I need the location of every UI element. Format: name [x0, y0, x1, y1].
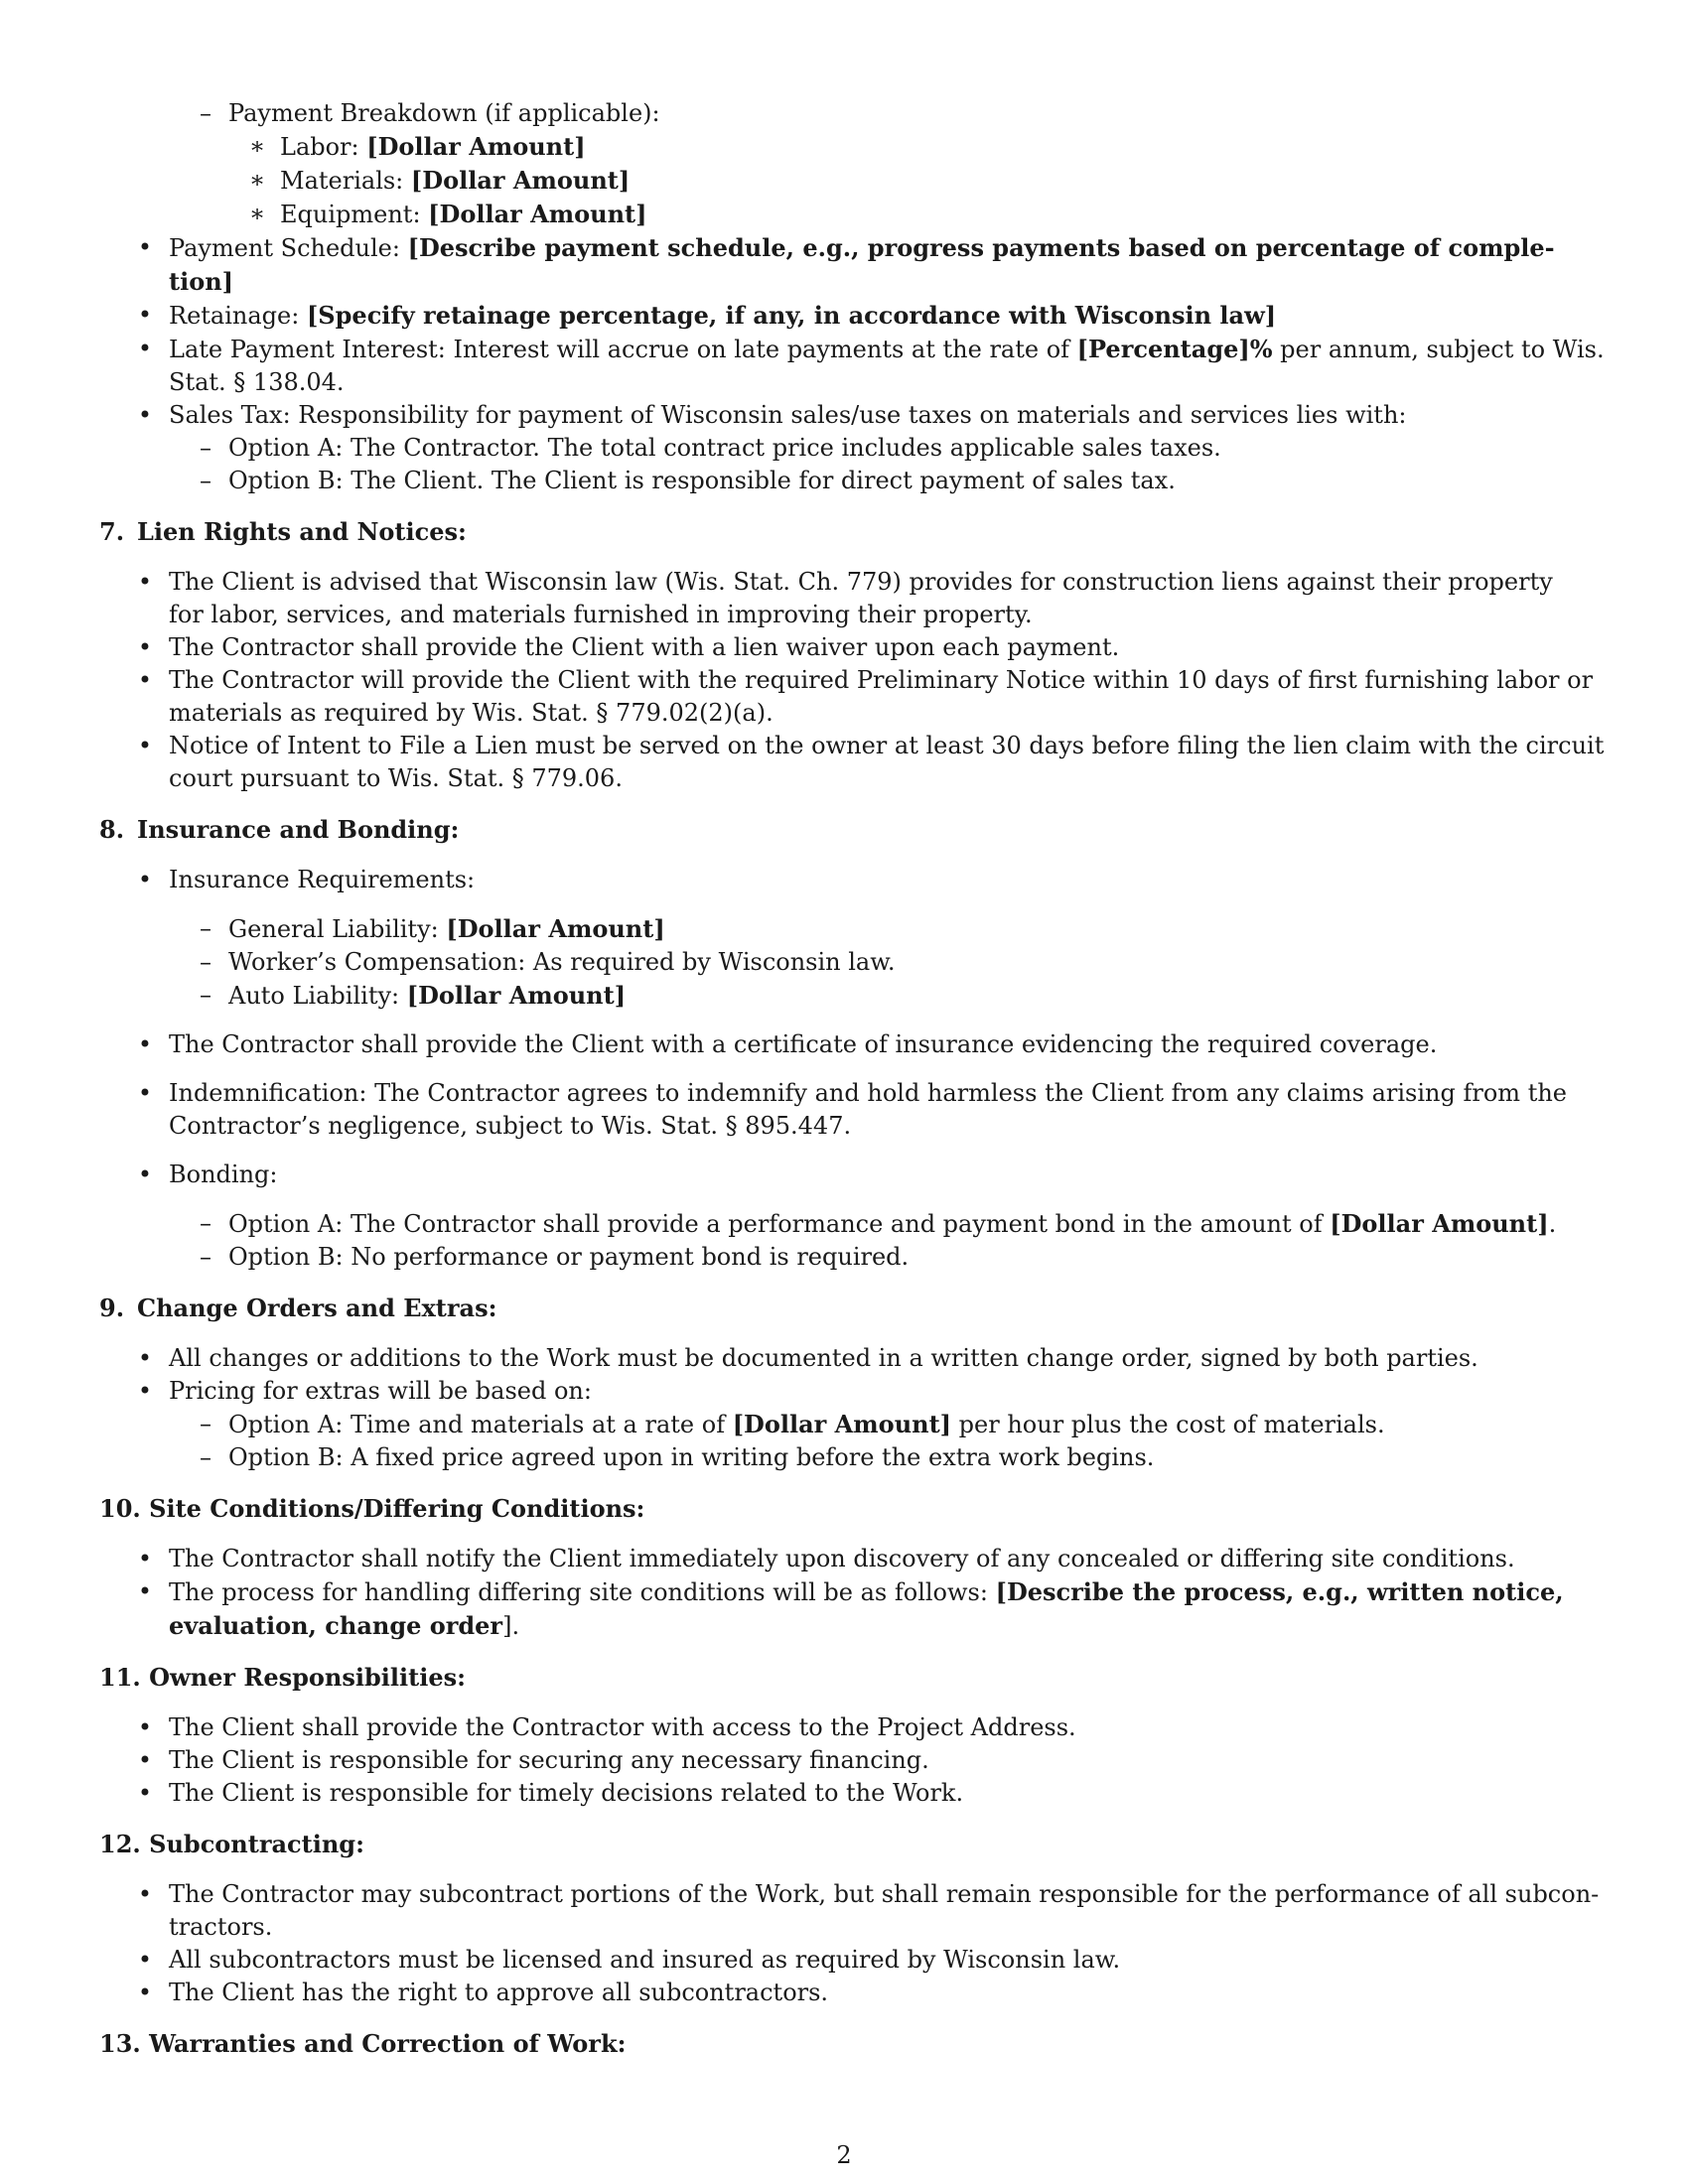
list-item: • The Contractor will provide the Client with the required Preliminary Notice within 10 days of first furnishing labor or: [99, 664, 1594, 697]
bullet-marker: •: [137, 1160, 153, 1188]
list-item: • Indemnification: The Contractor agrees to indemnify and hold harmless the Client from any claims arising from the: [99, 1077, 1594, 1110]
bullet-marker: •: [137, 233, 153, 261]
placeholder-field: [Specify retainage percentage, if any, in accordance with Wisconsin law]: [306, 301, 1277, 330]
list-item-continuation: Stat. § 138.04.: [169, 368, 345, 396]
list-item: • The Contractor shall provide the Client with a lien waiver upon each payment.: [99, 631, 1594, 664]
placeholder-field: evaluation, change order: [169, 1611, 503, 1640]
list-item: • Insurance Requirements:: [99, 864, 1594, 896]
list-item: • Late Payment Interest: Interest will accrue on late payments at the rate of [Percentage]% per annum, subject to Wis.: [137, 335, 1605, 363]
section-heading-11: 11. Owner Responsibilities:: [99, 1663, 466, 1692]
bullet-marker: •: [137, 1545, 153, 1572]
document-page: [99, 97, 1605, 2078]
list-item-continuation: for labor, services, and materials furnished in improving their property.: [169, 601, 1033, 628]
list-item: – Option B: The Client. The Client is responsible for direct payment of sales tax.: [99, 465, 1594, 497]
page-number: 2: [836, 2141, 852, 2169]
placeholder-field: [Dollar Amount]: [1330, 1209, 1549, 1238]
list-item: • The process for handling differing site conditions will be as follows: [Describe the process, e.g., written notice,: [137, 1577, 1564, 1606]
section-heading-7: 7. Lien Rights and Notices:: [99, 517, 467, 546]
bullet-marker: •: [137, 1979, 153, 2006]
bullet-marker: •: [137, 1030, 153, 1058]
list-item: • Payment Schedule: [Describe payment schedule, e.g., progress payments based on percentage of comple-: [137, 233, 1555, 262]
dash-marker: –: [200, 1410, 211, 1437]
placeholder-field: [Dollar Amount]: [428, 200, 647, 228]
section-heading-9: 9. Change Orders and Extras:: [99, 1294, 497, 1322]
list-item: – Payment Breakdown (if applicable):: [99, 97, 1594, 130]
section-heading-8: 8. Insurance and Bonding:: [99, 815, 460, 844]
list-item: • The Contractor shall provide the Client with a certificate of insurance evidencing the required coverage.: [99, 1028, 1594, 1061]
dash-marker: –: [200, 914, 211, 942]
section-heading-10: 10. Site Conditions/Differing Conditions:: [99, 1494, 645, 1523]
bullet-marker: •: [137, 732, 153, 759]
spacer: [99, 1191, 1594, 1207]
list-item: ∗ Materials: [Dollar Amount]: [248, 166, 631, 195]
bullet-marker: •: [137, 401, 153, 429]
list-item: • Notice of Intent to File a Lien must be served on the owner at least 30 days before filing the lien claim with the circuit: [99, 730, 1594, 762]
dash-marker: –: [200, 1209, 211, 1237]
list-item: • Sales Tax: Responsibility for payment of Wisconsin sales/use taxes on materials and services lies with:: [99, 399, 1594, 432]
list-item: • The Client is responsible for timely decisions related to the Work.: [99, 1777, 1594, 1810]
bullet-marker: •: [137, 335, 153, 362]
list-item: • Pricing for extras will be based on:: [99, 1375, 1594, 1408]
placeholder-field: [Describe the process, e.g., written notice,: [995, 1577, 1564, 1606]
placeholder-field: [Dollar Amount]: [410, 166, 631, 195]
star-marker: ∗: [248, 200, 266, 227]
list-item: • The Client is responsible for securing any necessary financing.: [99, 1744, 1594, 1777]
star-marker: ∗: [248, 132, 266, 160]
placeholder-field: tion]: [169, 267, 234, 296]
list-item: – Option A: Time and materials at a rate of [Dollar Amount] per hour plus the cost of materials.: [99, 1408, 1594, 1441]
bullet-marker: •: [137, 633, 153, 661]
list-item: • The Client has the right to approve all subcontractors.: [99, 1977, 1594, 2009]
bullet-marker: •: [137, 866, 153, 893]
list-item: – Option A: The Contractor shall provide a performance and payment bond in the amount of [Dollar Amount].: [99, 1207, 1594, 1241]
list-item: • All subcontractors must be licensed and insured as required by Wisconsin law.: [99, 1944, 1594, 1977]
dash-marker: –: [200, 1443, 211, 1471]
star-marker: ∗: [248, 166, 266, 194]
list-item: ∗ Equipment: [Dollar Amount]: [248, 200, 647, 228]
bullet-marker: •: [137, 301, 153, 329]
bullet-marker: •: [137, 1577, 153, 1605]
dash-marker: –: [200, 99, 211, 127]
list-item: – Worker’s Compensation: As required by Wisconsin law.: [99, 946, 1594, 979]
list-item: – Option A: The Contractor. The total contract price includes applicable sales taxes.: [99, 432, 1594, 465]
bullet-marker: •: [137, 1779, 153, 1807]
list-item: – General Liability: [Dollar Amount]: [99, 912, 1594, 946]
placeholder-field: [Dollar Amount]: [406, 981, 627, 1010]
dash-marker: –: [200, 981, 211, 1009]
list-item: – Option B: No performance or payment bond is required.: [99, 1241, 1594, 1274]
list-item: • The Contractor may subcontract portions of the Work, but shall remain responsible for the performance of all subcon-: [99, 1878, 1594, 1911]
list-item: • The Client is advised that Wisconsin law (Wis. Stat. Ch. 779) provides for construction liens against their property: [99, 566, 1594, 599]
list-item: ∗ Labor: [Dollar Amount]: [248, 132, 586, 161]
spacer: [99, 1013, 1594, 1028]
dash-marker: –: [200, 948, 211, 976]
placeholder-field: [Dollar Amount]: [366, 132, 586, 161]
bullet-marker: •: [137, 1344, 153, 1372]
list-item: • Bonding:: [99, 1159, 1594, 1191]
section-heading-13: 13. Warranties and Correction of Work:: [99, 2029, 627, 2058]
spacer: [99, 896, 1594, 912]
section-heading-12: 12. Subcontracting:: [99, 1830, 364, 1858]
list-item-continuation: evaluation, change order].: [169, 1611, 520, 1640]
list-item: • The Client shall provide the Contractor with access to the Project Address.: [99, 1711, 1594, 1744]
dash-marker: –: [200, 1243, 211, 1271]
bullet-marker: •: [137, 666, 153, 694]
list-item: • All changes or additions to the Work must be documented in a written change order, signed by both parties.: [99, 1342, 1594, 1375]
placeholder-field: [Dollar Amount]: [732, 1410, 952, 1438]
placeholder-field: [Percentage]%: [1076, 335, 1273, 363]
list-item: – Auto Liability: [Dollar Amount]: [99, 979, 1594, 1013]
list-item: • The Contractor shall notify the Client immediately upon discovery of any concealed or differing site conditions.: [99, 1543, 1594, 1575]
placeholder-field: [Describe payment schedule, e.g., progress payments based on percentage of comple-: [407, 233, 1555, 262]
list-item-continuation: [99, 265, 1594, 299]
bullet-marker: •: [137, 1880, 153, 1908]
dash-marker: –: [200, 434, 211, 462]
bullet-marker: •: [137, 1377, 153, 1405]
list-item-continuation: court pursuant to Wis. Stat. § 779.06.: [169, 764, 623, 792]
list-item-continuation: materials as required by Wis. Stat. § 779.02(2)(a).: [169, 699, 774, 727]
dash-marker: –: [200, 467, 211, 494]
placeholder-field: [Dollar Amount]: [446, 914, 665, 943]
list-item: • Retainage: [Specify retainage percentage, if any, in accordance with Wisconsin law]: [137, 301, 1277, 330]
bullet-marker: •: [137, 1713, 153, 1741]
list-item-continuation: Contractor’s negligence, subject to Wis. Stat. § 895.447.: [169, 1112, 852, 1140]
bullet-marker: •: [137, 568, 153, 596]
list-item: – Option B: A fixed price agreed upon in writing before the extra work begins.: [99, 1441, 1594, 1474]
bullet-marker: •: [137, 1746, 153, 1774]
list-item-continuation: tractors.: [169, 1913, 273, 1941]
spacer: [99, 1143, 1594, 1159]
bullet-marker: •: [137, 1079, 153, 1107]
bullet-marker: •: [137, 1946, 153, 1974]
spacer: [99, 1061, 1594, 1077]
